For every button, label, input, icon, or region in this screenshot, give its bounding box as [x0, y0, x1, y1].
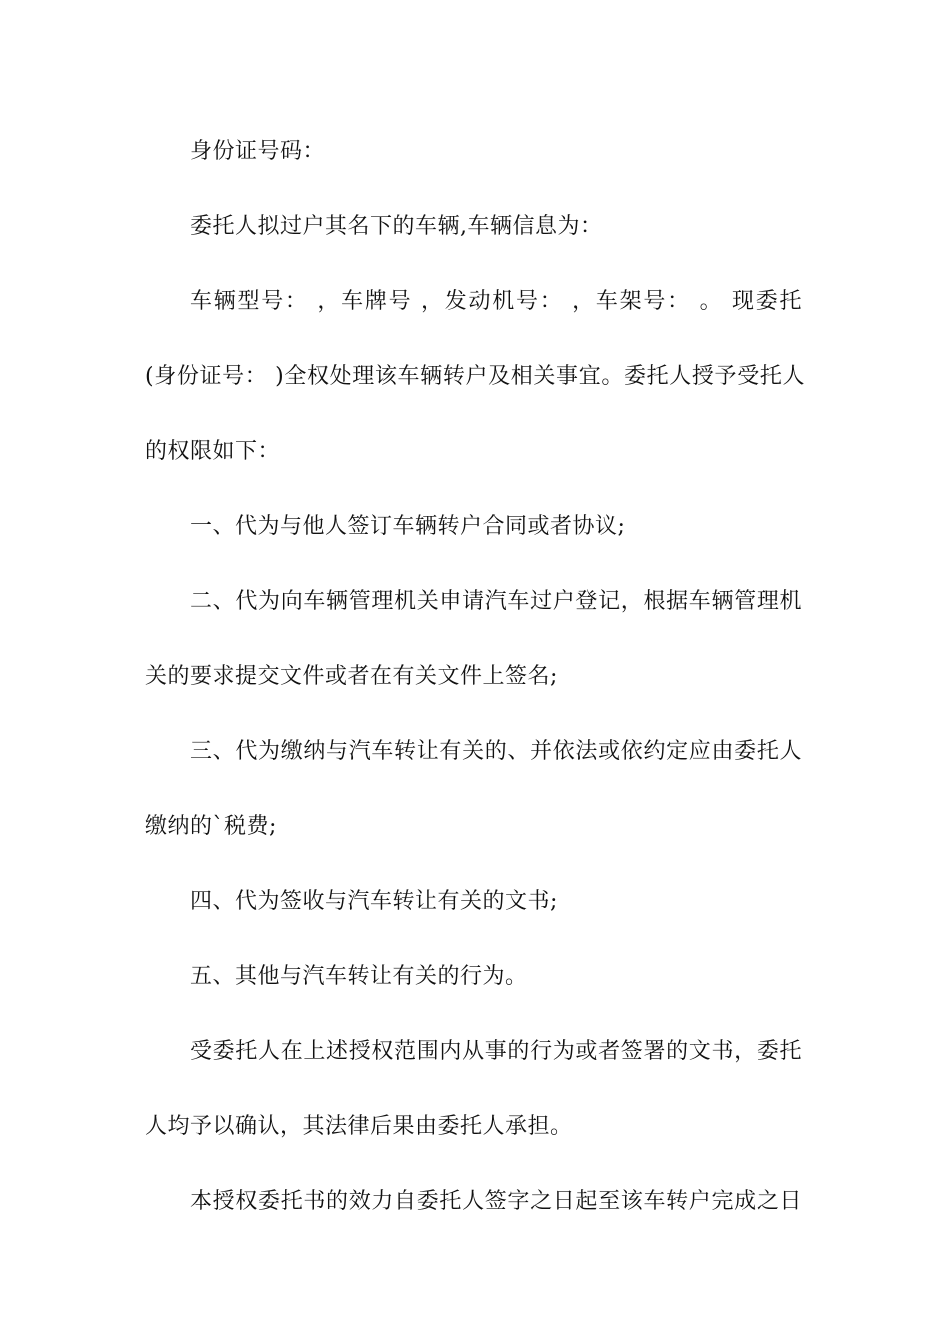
authority-item-2: 二、代为向车辆管理机关申请汽车过户登记，根据车辆管理机	[190, 589, 802, 614]
authority-heading-line: 的权限如下：	[145, 439, 281, 464]
authority-item-3: 三、代为缴纳与汽车转让有关的、并依法或依约定应由委托人	[190, 739, 802, 764]
authority-item-3-cont: 缴纳的`税费;	[145, 814, 277, 839]
authority-item-1: 一、代为与他人签订车辆转户合同或者协议;	[190, 514, 626, 539]
confirmation-line-cont: 人均予以确认，其法律后果由委托人承担。	[145, 1114, 573, 1139]
vehicle-intro-line: 委托人拟过户其名下的车辆,车辆信息为：	[190, 214, 603, 239]
authority-item-4: 四、代为签收与汽车转让有关的文书;	[190, 889, 558, 914]
vehicle-details-line: 车辆型号： ，车牌号 ，发动机号： ，车架号： 。 现委托	[190, 289, 802, 314]
delegate-line: (身份证号： )全权处理该车辆转户及相关事宜。委托人授予受托人	[145, 364, 805, 389]
confirmation-line: 受委托人在上述授权范围内从事的行为或者签署的文书，委托	[190, 1039, 802, 1064]
authority-item-2-cont: 关的要求提交文件或者在有关文件上签名;	[145, 664, 558, 689]
authority-item-5: 五、其他与汽车转让有关的行为。	[190, 964, 528, 989]
validity-line: 本授权委托书的效力自委托人签字之日起至该车转户完成之日	[190, 1189, 802, 1214]
id-number-line: 身份证号码：	[190, 139, 326, 164]
